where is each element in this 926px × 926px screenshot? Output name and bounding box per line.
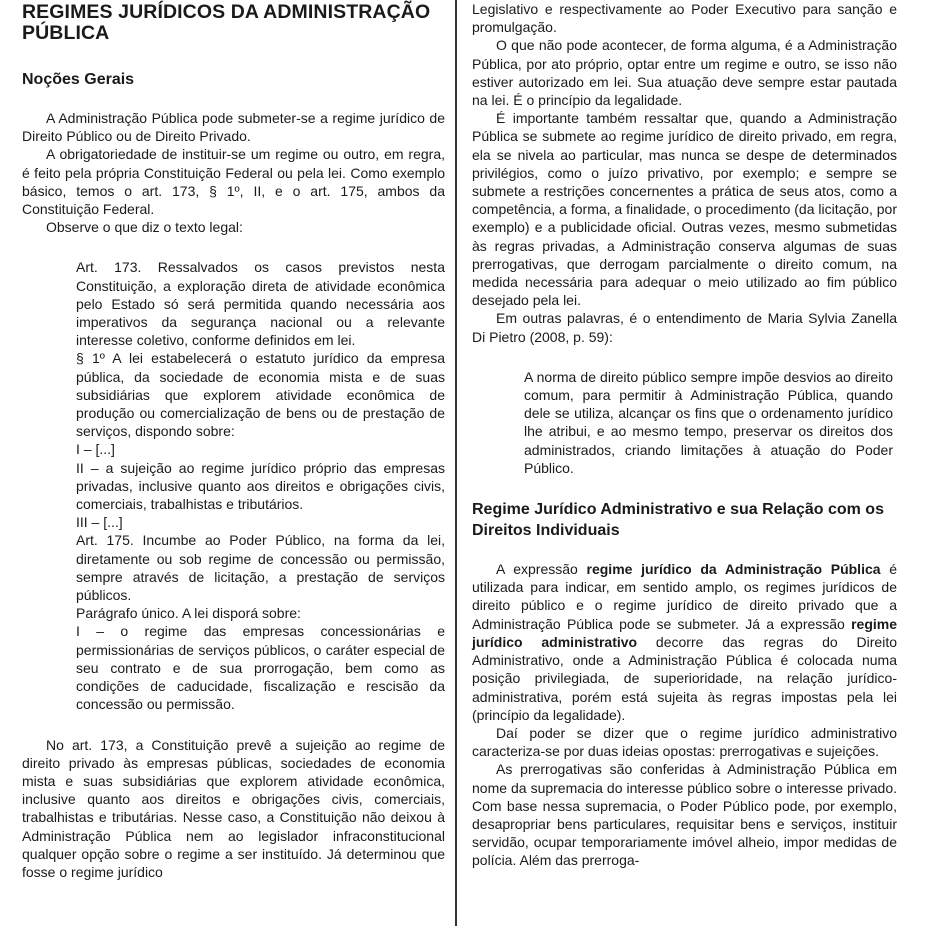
doctrine-quote [524, 368, 893, 477]
bold-term: regime jurídico administrativo [472, 615, 897, 650]
right-column [472, 0, 897, 870]
section-heading-regime-administrativo: Regime Jurídico Administrativo e sua Relação com os Direitos Individuais [472, 501, 884, 540]
paragraph: Observe o que diz o texto legal: [46, 219, 243, 236]
quote-line: I – o regime das empresas concessionárias e permissionárias de serviços públicos, o caráter especial de seu contrato e de sua prorrogação, bem como as condições de caducidade, fiscalização e rescisão da concessão ou permissão. [76, 623, 445, 713]
text-run: decorre das regras do Direito Administrativo, onde a Administração Pública é colocada numa posição privilegiada, de superioridade, na relação jurídico-administrativa, porém está sujeita às regras impostas pela lei (princípio da legalidade). [472, 633, 898, 723]
quote-line: II – a sujeição ao regime jurídico próprio das empresas privadas, inclusive quanto aos direitos e obrigações civis, comerciais, trabalhistas e tributários. [76, 459, 445, 513]
quote-line: III – [...] [76, 514, 123, 531]
quote-line: § 1º A lei estabelecerá o estatuto jurídico da empresa pública, da sociedade de economia mista e de suas subsidiárias que explorem atividade econômica de produção ou comercialização de bens ou de prestação de serviços, dispondo sobre: [76, 350, 445, 440]
text-run: é utilizada para indicar, em sentido amplo, os regimes jurídicos de direito público e o regime jurídico de direito privado que a Administração Pública pode se submeter. Já a expressão [472, 561, 898, 632]
quote-line: Art. 175. Incumbe ao Poder Público, na forma da lei, diretamente ou sob regime de concessão ou permissão, sempre através de licitação, a prestação de serviços públicos. [76, 532, 445, 604]
paragraph: A Administração Pública pode submeter-se a regime jurídico de Direito Público ou de Direito Privado. [22, 110, 445, 145]
paragraph: No art. 173, a Constituição prevê a sujeição ao regime de direito privado às empresas públicas, sociedades de economia mista e suas subsidiárias que explorem atividade econômica, inclusive quanto aos direitos e obrigações civis, comerciais, trabalhistas e tributárias. Nesse caso, a Constituição não deixou à Administração Pública nem ao legislador infraconstitucional qualquer opção sobre o regime a ser instituído. Já determinou que fosse o regime jurídico [22, 736, 445, 880]
paragraph: É importante também ressaltar que, quando a Administração Pública se submete ao regime jurídico de direito privado, em regra, ela se nivela ao particular, mas nunca se despe de determinados privilégios, como o juízo privativo, por exemplo; e sempre se submete a restrições concernentes a prática de seus atos, como a competência, a forma, a finalidade, o procedimento (da licitação, por exemplo) e a publicidade oficial. Outras vezes, mesmo submetidas às regras privadas, a Administração conserva algumas de suas prerrogativas, que derrogam parcialmente o direito comum, na medida necessária para adequar o meio utilizado ao fim público desejado pela lei. [472, 110, 897, 309]
quote-text: A norma de direito público sempre impõe desvios ao direito comum, para permitir à Administração Pública, quando dele se utiliza, alcançar os fins que o ordenamento jurídico lhe atribui, e ao mesmo tempo, preservar os direitos dos administrados, criando limitações à atuação do Poder Público. [524, 368, 893, 476]
quote-line: I – [...] [76, 441, 115, 458]
paragraph [472, 560, 897, 724]
bold-term: regime jurídico da Administração Pública [586, 561, 881, 578]
section-heading-nocoes-gerais: Noções Gerais [22, 71, 135, 88]
paragraph: O que não pode acontecer, de forma alguma, é a Administração Pública, por ato próprio, optar entre um regime e outro, se isso não estiver autorizado em lei. Sua atuação deve sempre estar pautada na lei. É o princípio da legalidade. [472, 37, 897, 109]
quote-line: Art. 173. Ressalvados os casos previstos nesta Constituição, a exploração direta de atividade econômica pelo Estado só será permitida quando necessária aos imperativos da segurança nacional ou a relevante interesse coletivo, conforme definidos em lei. [76, 259, 445, 349]
legal-quote [76, 258, 445, 713]
page-title: REGIMES JURÍDICOS DA ADMINISTRAÇÃO PÚBLICA [22, 1, 431, 44]
text-run: A expressão [496, 561, 587, 578]
column-divider [455, 0, 457, 926]
paragraph: A obrigatoriedade de instituir-se um regime ou outro, em regra, é feito pela própria Constituição Federal ou pela lei. Como exemplo básico, temos o art. 173, § 1º, II, e o art. 175, ambos da Constituição Federal. [22, 146, 445, 218]
paragraph: Em outras palavras, é o entendimento de Maria Sylvia Zanella Di Pietro (2008, p. 59): [472, 310, 897, 345]
paragraph-continuation: Legislativo e respectivamente ao Poder Executivo para sanção e promulgação. [472, 1, 897, 36]
left-column [22, 0, 445, 881]
paragraph: Daí poder se dizer que o regime jurídico administrativo caracteriza-se por duas ideias opostas: prerrogativas e sujeições. [472, 724, 897, 760]
paragraph: As prerrogativas são conferidas à Administração Pública em nome da supremacia do interesse público sobre o interesse privado. Com base nessa supremacia, o Poder Público pode, por exemplo, desapropriar bens particulares, requisitar bens e serviços, instituir servidão, ocupar temporariamente imóvel alheio, impor medidas de polícia. Além das prerroga- [472, 761, 897, 869]
quote-line: Parágrafo único. A lei disporá sobre: [76, 605, 301, 622]
